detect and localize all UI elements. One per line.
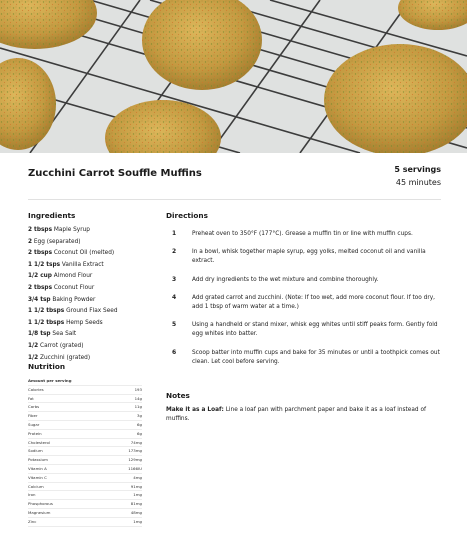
nutrition-value: 129mg — [128, 457, 142, 463]
nutrition-row — [28, 465, 142, 474]
direction-step — [166, 321, 446, 339]
ingredient-item — [28, 295, 118, 307]
nutrition-value: 74mg — [130, 439, 142, 445]
nutrition-row — [28, 447, 142, 456]
nutrition-value: 4mg — [133, 474, 142, 480]
ingredient-item — [28, 318, 118, 330]
nutrition-header-label: Amount per serving — [28, 378, 72, 383]
nutrition-row — [28, 509, 142, 518]
nutrition-label: Sugar — [28, 421, 40, 427]
nutrition-value: 6g — [137, 421, 142, 427]
ingredient-name: Egg (separated) — [33, 238, 81, 245]
nutrition-row — [28, 456, 142, 465]
ingredient-item — [28, 341, 118, 353]
ingredient-item — [28, 306, 118, 318]
note-label: Make it as a Loaf: — [166, 407, 224, 413]
step-text: Using a handheld or stand mixer, whisk egg whites until stiff peaks form. Gently fold egg whites into batter. — [192, 322, 438, 338]
nutrition-label: Protein — [28, 430, 42, 436]
ingredient-name: Zucchini (grated) — [40, 354, 91, 361]
nutrition-value: 48mg — [130, 509, 142, 515]
ingredient-item — [28, 248, 118, 260]
step-number: 6 — [172, 348, 177, 356]
step-number: 4 — [172, 293, 177, 301]
ingredient-name: Coconut Flour — [53, 284, 95, 291]
nutrition-label: Vitamin C — [28, 474, 47, 480]
nutrition-value: 11g — [134, 404, 142, 410]
ingredient-amount: 1 1/2 tbsps — [28, 319, 65, 326]
step-number: 2 — [172, 248, 177, 256]
ingredient-amount: 1 1/2 tbsps — [28, 308, 65, 315]
ingredient-name: Vanilla Extract — [61, 261, 104, 268]
directions-list — [166, 230, 446, 367]
ingredient-name: Hemp Seeds — [66, 319, 103, 326]
nutrition-label: Fiber — [28, 413, 38, 419]
ingredient-name: Sea Salt — [52, 331, 77, 338]
nutrition-label: Carbs — [28, 404, 40, 410]
nutrition-label: Potassium — [28, 457, 48, 463]
nutrition-label: Zinc — [28, 518, 37, 524]
ingredient-item — [28, 329, 118, 341]
nutrition-row — [28, 500, 142, 509]
nutrition-row — [28, 430, 142, 439]
ingredient-item — [28, 271, 118, 283]
nutrition-row — [28, 403, 142, 412]
step-text: Preheat oven to 350°F (177°C). Grease a muffin tin or line with muffin cups. — [192, 231, 413, 237]
nutrition-label: Iron — [28, 492, 36, 498]
direction-step — [166, 230, 446, 239]
step-text: In a bowl, whisk together maple syrup, egg yolks, melted coconut oil and vanilla extract. — [192, 249, 426, 265]
directions-heading: Directions — [166, 211, 208, 220]
step-number: 1 — [172, 230, 177, 237]
step-number: 3 — [172, 275, 177, 283]
nutrition-row — [28, 412, 142, 421]
total-time: 45 minutes — [395, 178, 441, 187]
nutrition-row — [28, 386, 142, 395]
nutrition-row — [28, 491, 142, 500]
nutrition-heading: Nutrition — [28, 362, 66, 371]
nutrition-value: 14g — [134, 395, 142, 401]
ingredient-name: Almond Flour — [53, 273, 93, 280]
ingredient-amount: 2 tbsps — [28, 250, 53, 257]
servings-count: 5 servings — [394, 165, 441, 174]
ingredient-item — [28, 283, 118, 295]
nutrition-header-row — [28, 377, 142, 386]
notes-heading: Notes — [166, 391, 190, 400]
nutrition-label: Calories — [28, 386, 44, 392]
ingredient-amount: 1/2 — [28, 342, 39, 349]
header-divider — [28, 199, 441, 200]
nutrition-value: 193 — [134, 386, 142, 392]
nutrition-label: Cholesterol — [28, 439, 50, 445]
nutrition-table — [28, 377, 142, 527]
direction-step — [166, 276, 446, 285]
nutrition-value: 1166IU — [128, 465, 142, 471]
nutrition-value: 173mg — [128, 448, 142, 454]
nutrition-label: Magnesium — [28, 509, 51, 515]
ingredient-amount: 1/8 tsp — [28, 331, 51, 338]
nutrition-value: 6g — [137, 430, 142, 436]
ingredient-item — [28, 237, 118, 249]
ingredient-amount: 1 1/2 tsps — [28, 261, 61, 268]
nutrition-value: 1mg — [133, 518, 142, 524]
nutrition-row — [28, 518, 142, 527]
note-body: Line a loaf pan with parchment paper and bake it as a loaf instead of muffins. — [166, 407, 427, 423]
nutrition-label: Vitamin A — [28, 465, 47, 471]
ingredient-amount: 1/2 cup — [28, 273, 52, 280]
nutrition-value: 81mg — [130, 501, 142, 507]
nutrition-label: Sodium — [28, 448, 43, 454]
step-text: Add dry ingredients to the wet mixture and combine thoroughly. — [192, 276, 379, 283]
nutrition-value: 3g — [137, 413, 142, 419]
ingredient-name: Coconut Oil (melted) — [53, 250, 115, 257]
recipe-photo — [0, 0, 467, 153]
ingredient-amount: 2 — [28, 238, 33, 245]
step-text: Scoop batter into muffin cups and bake for 35 minutes or until a toothpick comes out clean. Let cool before serving. — [192, 349, 440, 365]
direction-step — [166, 349, 446, 367]
ingredient-item — [28, 260, 118, 272]
ingredient-name: Ground Flax Seed — [66, 308, 118, 315]
ingredient-amount: 2 tbsps — [28, 284, 53, 291]
nutrition-value: 1mg — [133, 492, 142, 498]
ingredient-item — [28, 225, 118, 237]
step-number: 5 — [172, 321, 177, 329]
step-text: Add grated carrot and zucchini. (Note: If too wet, add more coconut flour. If too dry, add 1 tbsp of warm water at a time.) — [192, 294, 436, 311]
nutrition-row — [28, 395, 142, 404]
nutrition-label: Calcium — [28, 483, 44, 489]
muffins-photo-image — [0, 0, 467, 153]
ingredient-amount: 2 tbsps — [28, 227, 53, 233]
nutrition-value: 91mg — [130, 483, 142, 489]
direction-step — [166, 248, 446, 266]
nutrition-row — [28, 439, 142, 448]
nutrition-row — [28, 483, 142, 492]
ingredient-amount: 3/4 tsp — [28, 296, 51, 303]
note-text — [166, 406, 436, 424]
nutrition-row — [28, 474, 142, 483]
ingredient-name: Carrot (grated) — [40, 342, 84, 349]
nutrition-label: Fat — [28, 395, 34, 401]
ingredient-amount: 1/2 — [28, 354, 39, 361]
nutrition-row — [28, 421, 142, 430]
nutrition-label: Phosphorous — [28, 501, 53, 507]
ingredients-heading: Ingredients — [28, 211, 76, 220]
ingredient-name: Maple Syrup — [53, 227, 90, 233]
recipe-title: Zucchini Carrot Souffle Muffins — [28, 168, 202, 179]
recipe-meta — [394, 163, 441, 189]
ingredient-name: Baking Powder — [52, 296, 96, 303]
ingredient-list — [28, 225, 118, 364]
direction-step — [166, 294, 446, 312]
